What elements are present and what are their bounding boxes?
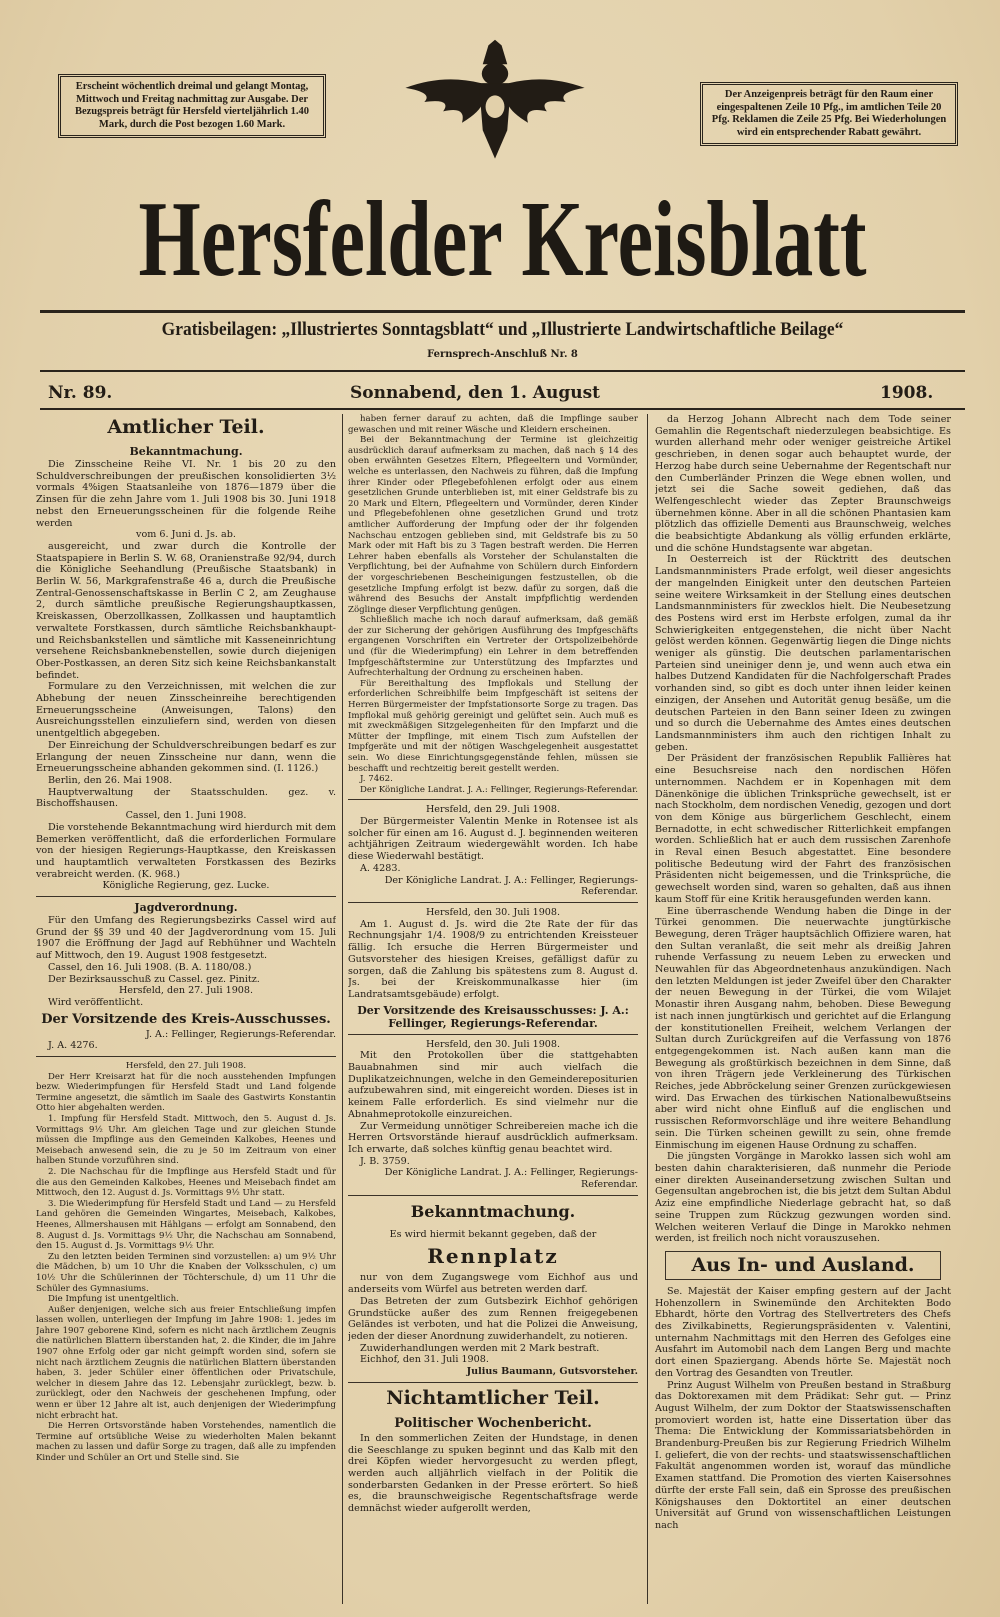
- paragraph: Der Einreichung der Schuldverschreibungen bedarf es zur Erlangung der neuen Zinsscheine nur dann, wenn die Erneuerungsscheine abhanden gekommen sind. (I. 1126.): [36, 739, 336, 775]
- ad-headline: Rennplatz: [427, 1244, 559, 1269]
- paragraph: Hersfeld, den 27. Juli 1908.: [118, 985, 254, 997]
- paragraph: Eichhof, den 31. Juli 1908.: [360, 1354, 489, 1366]
- paragraph: J. B. 3759.: [360, 1155, 410, 1167]
- paragraph: Es wird hiermit bekannt gegeben, daß der: [389, 1228, 597, 1240]
- paragraph: Die Zinsscheine Reihe VI. Nr. 1 bis 20 zu den Schuldverschreibungen der preußischen konsolidierten 3½ vormals 4%igen Staatsanleihe von 1876—1879 über die Zinsen für die zehn Jahre vom 1. Juli 1908 bis 30. Juni 1918 nebst den Erneuerungsscheinen für die folgende Reihe werden: [36, 459, 336, 529]
- ad-title: Bekanntmachung.: [410, 1201, 576, 1221]
- divider: [40, 310, 965, 313]
- signature: Der Vorsitzende des Kreis-Ausschusses.: [41, 1011, 331, 1027]
- paragraph: Der Bürgermeister Valentin Menke in Rotensee ist als solcher für einen am 16. August d. J. beginnenden weiteren achtjährigen Zeitraum wiedergewählt worden. Ich habe diese Wiederwahl bestätigt.: [348, 816, 638, 863]
- paragraph: Hauptverwaltung der Staatsschulden. gez. v. Bischoffshausen.: [36, 786, 336, 810]
- divider: [348, 1195, 638, 1196]
- column-divider: [342, 414, 343, 1604]
- paragraph: 2. Die Nachschau für die Impflinge aus Hersfeld Stadt und für die aus den Gemeinden Kalkobes, Heenes und Meisebach findet am Mittwoch, den 12. August d. Js. Vormittags 9½ Uhr statt.: [36, 1166, 336, 1199]
- paragraph: Für Bereithaltung des Impflokals und Stellung der erforderlichen Schreibhilfe beim Impfgeschäft ist seitens der Herren Bürgermeister der Impfstationsorte Sorge zu tragen. Das Impflokal muß gehörig gereinigt und gelüftet sein. Auch muß es mit zweckmäßigen Sitzgelegenheiten für den Impfarzt und die Mütter der Impflinge, mit einem Tisch zum Aufstellen der Impfgeräte und mit der nötigen Waschgelegenheit ausgestattet sein. Wo diese Einrichtungsgegenstände fehlen, müssen sie beschafft und rechtzeitig bereit gestellt werden.: [348, 678, 638, 774]
- paragraph: Julius Baumann, Gutsvorsteher.: [466, 1366, 638, 1378]
- paragraph: ausgereicht, und zwar durch die Kontrolle der Staatspapiere in Berlin S. W. 68, Oranienstraße 92/94, durch die Königliche Seehandlung (Preußische Staatsbank) in Berlin W. 56, Markgrafenstraße 46 a, durch die Preußische Zentral-Genossenschaftskasse in Berlin C 2, am Zeughause 2, durch sämtliche preußische Regierungshauptkassen, Kreiskassen, Oberzollkassen, Zollkassen und hauptamtlich verwaltete Forstkassen, durch sämtliche Reichsbankhaupt- und Reichsbankstellen und sämtliche mit Kasseneinrichtung versehene Reichsbanknebenstellen, sowie durch diejenigen Ober-Postkassen, an deren Sitz sich keine Reichsbankanstalt befindet.: [36, 540, 336, 681]
- column-divider: [647, 414, 648, 1604]
- paragraph: Außer denjenigen, welche sich aus freier Entschließung impfen lassen wollen, unterliegen der Impfung im Jahre 1908: 1. jedes im Jahre 1907 geborene Kind, sofern es nicht nach ärztlichem Zeugnis die natürlichen Blattern überstanden hat, 2. die Kinder, die im Jahre 1907 ohne Erfolg oder gar nicht geimpft worden sind, sofern sie nicht nach ärztlichem Zeugnis die natürlichen Blattern überstanden haben, 3. jeder Schüler einer öffentlichen oder Privatschule, welcher in diesem Jahre das 12. Lebensjahr zurücklegt, bezw. b. zurücklegt, oder den Nachweis der geschehenen Impfung, oder wenn er über 12 Jahre alt ist, auch denjenigen der Wiederimpfung nicht erbracht hat.: [36, 1304, 336, 1421]
- paragraph: Am 1. August d. Js. wird die 2te Rate der für das Rechnungsjahr 1/4. 1908/9 zu entrichtenden Kreissteuer fällig. Ich ersuche die Herren Bürgermeister und Gutsvorsteher des hiesigen Kreises, gefälligst dafür zu sorgen, daß die Zahlung bis spätestens zum 8. August d. Js. bei der Kreiskommunalkasse hier (im Landratsamtsgebäude) erfolgt.: [348, 918, 638, 1000]
- divider: [40, 370, 965, 372]
- paragraph: Die Herren Ortsvorstände haben Vorstehendes, namentlich die Termine auf ortsübliche Weise zu wiederholten Malen bekannt machen zu lassen und dafür Sorge zu tragen, daß alle zu impfenden Kinder und Schüler an Ort und Stelle sind. Sie: [36, 1421, 336, 1464]
- paragraph: Hersfeld, den 30. Juli 1908.: [425, 907, 561, 918]
- paragraph: Hersfeld, den 27. Juli 1908.: [125, 1061, 247, 1072]
- paragraph: Schließlich mache ich noch darauf aufmerksam, daß gemäß der zur Sicherung der gehörigen Ausführung des Impfgeschäfts ergangenen Vorschriften ein Vertreter der Ortspolizeibehörde und (für die Wiederimpfung) ein Lehrer in dem betreffenden Impfgeschäftstermine zur Unterstützung des Impfarztes und Aufrechterhaltung der Ordnung zu erscheinen haben.: [348, 615, 638, 679]
- paragraph: Zuwiderhandlungen werden mit 2 Mark bestraft.: [360, 1342, 600, 1354]
- paragraph: Die Impfung ist unentgeltlich.: [48, 1294, 179, 1305]
- paragraph: Bei der Bekanntmachung der Termine ist gleichzeitig ausdrücklich darauf aufmerksam zu machen, daß nach § 14 des oben erwähnten Gesetzes Eltern, Pflegeeltern und Vormünder, welche es unterlassen, den Nachweis zu führen, daß die Impfung ihrer Kinder oder Pflegebefohlenen erfolgt oder aus einem gesetzlichen Grunde unterblieben ist, mit einer Geldstrafe bis zu 20 Mark und Eltern, Pflegeeltern und Vormünder, deren Kinder und Pflegebefohlenen ohne gesetzlichen Grund und trotz amtlicher Aufforderung der Impfung oder der ihr folgenden Nachschau entzogen geblieben sind, mit Geldstrafe bis zu 50 Mark oder mit Haft bis zu 3 Tagen bestraft werden. Die Herren Lehrer haben ebenfalls als Vorsteher der Schulanstalten die Verpflichtung, bei der Aufnahme von Schülern durch Einfordern der vorgeschriebenen Bescheinigungen festzustellen, ob die gesetzliche Impfung erfolgt ist bezw. dafür zu sorgen, daß die während des Besuchs der Anstalt impfpflichtig werdenden Zöglinge dieser Verpflichtung genügen.: [348, 435, 638, 615]
- divider: [40, 408, 965, 410]
- paragraph: Mit den Protokollen über die stattgehabten Bauabnahmen sind mir auch vielfach die Duplikatzeichnungen, welche in den Gemeinderepositurien aufzubewahren sind, mit eingereicht worden. Dieses ist in keinem Falle erforderlich. Es sind vielmehr nur die Abnahmeprotokolle einzureichen.: [348, 1050, 638, 1120]
- divider: [348, 1034, 638, 1035]
- paragraph: Der Königliche Landrat. J. A.: Fellinger, Regierungs-Referendar.: [384, 1167, 638, 1191]
- section-heading: Nichtamtlicher Teil.: [386, 1386, 600, 1409]
- paragraph: Für den Umfang des Regierungsbezirks Cassel wird auf Grund der §§ 39 und 40 der Jagdverordnung vom 15. Juli 1907 die Eröffnung der Jagd auf Rebhühner und Wachteln auf Mittwoch, den 19. August 1908 festgesetzt.: [36, 915, 336, 962]
- divider: [36, 1056, 336, 1057]
- paragraph: Prinz August Wilhelm von Preußen bestand in Straßburg das Doktorexamen mit dem Prädikat: Sehr gut. — Prinz August Wilhelm, der zum Doktor der Staatswissenschaften promoviert worden ist, hatte eine Dissertation über das Thema: Die Entwicklung der Kommissariatsbehörden in Brandenburg-Preußen bis zur Regierung Friedrich Wilhelm I. geliefert, die von der rechts- und staatswissenschaftlichen Fakultät angenommen worden ist, worauf das mündliche Examen stattfand. Die Promotion des vierten Kaisersohnes dürfte der erste Fall sein, daß ein Sprosse des preußischen Königshauses den Doktortitel an einer deutschen Universität auf Grund von wissenschaftlichen Leistungen nach: [655, 1379, 951, 1531]
- paragraph: Cassel, den 1. Juni 1908.: [125, 810, 247, 822]
- paragraph: 3. Die Wiederimpfung für Hersfeld Stadt und Land — zu Hersfeld Land gehören die Gemeinden Wingartes, Meisebach, Kalkobes, Heenes, Allmershausen mit Hählgans — erfolgt am Sonnabend, den 8. August d. Js. Vormittags 9½ Uhr, die Nachschau am Sonnabend, den 15. August d. Js. Vormittags 9½ Uhr.: [36, 1198, 336, 1252]
- paragraph: Wird veröffentlicht.: [48, 996, 144, 1008]
- paragraph: J. 7462.: [360, 774, 393, 785]
- paragraph: Formulare zu den Verzeichnissen, mit welchen die zur Abhebung der neuen Zinsscheinreihe berechtigenden Erneuerungsscheine (Anweisungen, Talons) den Ausreichungsstellen einzuliefern sind, werden von diesen unentgeltlich abgegeben.: [36, 681, 336, 740]
- paragraph: Eine überraschende Wendung haben die Dinge in der Türkei genommen. Die neuerwachte jungtürkische Bewegung, deren Träger hauptsächlich Offiziere waren, hat den Sultan veranlaßt, die seit mehr als dreißig Jahren ruhende Verfassung zu neuem Leben zu erwecken und Neuwahlen für das Abgeordnetenhaus anzukündigen. Nach den letzten Meldungen ist jeder Zweifel über den Charakter der neuen Bewegung in der Türkei, die vom Wilajet Monastir ihren Ausgang nahm, behoben. Diese Bewegung ist nach innen jungtürkisch und gerichtet auf die Erlangung der konstitutionellen Freiheit, welchem Verlangen der Sultan durch Zurückgreifen auf die Verfassung von 1876 entgegengekommen ist. Nach außen kann man die Bewegung als großtürkisch bezeichnen in dem Sinne, daß von ihren Trägern jede Verkleinerung des Türkischen Reiches, jede Abbröckelung seiner Grenzen zurückgewiesen wird. Das Erwachen des türkischen Nationalbewußtseins aber wird nicht ohne Einfluß auf die englischen und russischen Reformvorschläge und ihre weitere Behandlung sein. Die Türken scheinen gewillt zu sein, ohne fremde Einmischung im eigenen Hause Ordnung zu schaffen.: [655, 905, 951, 1151]
- phone-line: Fernsprech-Anschluß Nr. 8: [427, 349, 578, 360]
- column-1: [36, 414, 336, 1609]
- paragraph: Cassel, den 16. Juli 1908. (B. A. 1180/08.): [48, 961, 252, 973]
- paragraph: J. A.: Fellinger, Regierungs-Referendar.: [145, 1028, 336, 1040]
- column-2: [348, 414, 638, 1609]
- paragraph: Hersfeld, den 29. Juli 1908.: [425, 804, 561, 816]
- signature: Der Vorsitzende des Kreisausschusses: J. A.: Fellinger, Regierungs-Referendar.: [357, 1003, 629, 1030]
- issue-date: Sonnabend, den 1. August: [350, 383, 601, 403]
- issue-year: 1908.: [880, 383, 934, 403]
- supplements-line: Gratisbeilagen: „Illustriertes Sonntagsblatt“ und „Illustrierte Landwirtschaftliche Beilage“: [161, 319, 844, 340]
- paragraph: Der Königliche Landrat. J. A.: Fellinger, Regierungs-Referendar.: [384, 874, 638, 898]
- paragraph: Der Präsident der französischen Republik Fallières hat eine Besuchsreise nach den nordischen Höfen unternommen. Nachdem er in Kopenhagen mit dem Dänenkönige die üblichen Trinksprüche gewechselt, ist er nach Stockholm, dem nordischen Venedig, gezogen und dort von dem Könige aus bürgerlichem Geschlecht, einem Bernadotte, in echt schwedischer Ritterlichkeit empfangen worden. Schließlich hat er auch dem russischen Zarenhofe in Reval einen Besuch abgestattet. Eine besondere politische Bedeutung wird der Fahrt des französischen Präsidenten nicht beigemessen, und die Trinksprüche, die gewechselt worden sind, waren so gehalten, daß aus ihnen kaum Stoff für eine Kritik herausgefunden werden kann.: [655, 753, 951, 905]
- section-heading: Amtlicher Teil.: [107, 416, 265, 438]
- paragraph: A. 4283.: [360, 862, 401, 874]
- paragraph: Zur Vermeidung unnötiger Schreibereien mache ich die Herren Ortsvorstände hierauf ausdrücklich aufmerksam. Ich erwarte, daß solches künftig genau beachtet wird.: [348, 1120, 638, 1155]
- paragraph: da Herzog Johann Albrecht nach dem Tode seiner Gemahlin die Regentschaft niederzulegen beabsichtige. Es wurden allerhand mehr oder weniger geistreiche Artikel geschrieben, in denen sogar auch behauptet wurde, der Herzog habe durch seine Uebernahme der Regentschaft nur den Cumberländer Prinzen die Wege ebnen wollen, und jetzt sei die Sache soweit gediehen, daß das Welfengeschlecht wieder das Zepter Braunschweigs übernehmen könne. Aber in all die schönen Phantasien kam plötzlich das offizielle Dementi aus Braunschweig, welches die beabsichtigte Abdankung als völlig erfunden erklärte, und die schöne Hundstagsente war abgetan.: [655, 414, 951, 554]
- divider: [36, 896, 336, 897]
- advertising-price-box: Der Anzeigenpreis beträgt für den Raum einer eingespaltenen Zeile 10 Pfg., im amtlichen Teile 20 Pfg. Reklamen die Zeile 25 Pfg. Bei Wiederholungen wird ein entsprechender Rabatt gewährt.: [700, 82, 958, 146]
- eagle-crest-icon: [390, 36, 600, 168]
- paragraph: Die vorstehende Bekanntmachung wird hierdurch mit dem Bemerken veröffentlicht, daß die erforderlichen Formulare von der hiesigen Regierungs-Hauptkasse, den Kreiskassen und hauptamtlich verwalteten Forstkassen des Bezirks verabreicht werden. (K. 968.): [36, 821, 336, 880]
- paragraph: Hersfeld, den 30. Juli 1908.: [425, 1038, 561, 1050]
- paragraph: Der Herr Kreisarzt hat für die noch ausstehenden Impfungen bezw. Wiederimpfungen für Hersfeld Stadt und Land folgende Termine angesetzt, die sämtlich im Saale des Gastwirts Konstantin Otto hier abgehalten werden.: [36, 1071, 336, 1114]
- issue-number: Nr. 89.: [48, 383, 113, 403]
- paragraph: In Oesterreich ist der Rücktritt des deutschen Landsmannministers Prade erfolgt, weil dieser angesichts der mangelnden Einigkeit unter den deutschen Parteien seine weitere Wirksamkeit in der Stellung eines deutschen Landsmannministers für zwecklos hielt. Die Neubesetzung des Postens wird erst im Herbste erfolgen, zumal da ihr Schwierigkeiten entgegenstehen, die nicht über Nacht gelöst werden können. Gegenwärtig liegen die Dinge nichts weniger als günstig. Die deutschen parlamentarischen Parteien sind uneiniger denn je, und wenn auch etwa ein halbes Dutzend Kandidaten für die Nachfolgerschaft Prades vorhanden sind, so gibt es doch unter ihnen leider keinen einzigen, der Ansehen und Autorität genug besäße, um die deutschen Parteien in den Bann seiner Ideen zu zwingen und so durch die Uebernahme des Amtes eines deutschen Landsmannministers ihm auch den richtigen Inhalt zu geben.: [655, 554, 951, 753]
- paragraph: J. A. 4276.: [48, 1040, 98, 1052]
- paragraph: 1. Impfung für Hersfeld Stadt. Mittwoch, den 5. August d. Js. Vormittags 9½ Uhr. Am gleichen Tage und zur gleichen Stunde müssen die Impflinge aus den Gemeinden Kalkobes, Heenes und Meisebach anwesend sein, die zu je 50 im Zeitraum von einer halben Stunde vorzuführen sind.: [36, 1114, 336, 1167]
- paragraph: haben ferner darauf zu achten, daß die Impflinge sauber gewaschen und mit reiner Wäsche und Kleidern erscheinen.: [348, 414, 638, 435]
- article-title: Jagdverordnung.: [134, 901, 238, 915]
- section-heading: Aus In- und Ausland.: [691, 1253, 915, 1276]
- divider: [348, 799, 638, 800]
- newspaper-title: Hersfelder Kreisblatt: [138, 180, 867, 300]
- paragraph: Berlin, den 26. Mai 1908.: [48, 774, 173, 786]
- paragraph: vom 6. Juni d. Js. ab.: [136, 529, 236, 541]
- paragraph: Die jüngsten Vorgänge in Marokko lassen sich wohl am besten dahin charakterisieren, daß nunmehr die Periode einer direkten Auseinandersetzung zwischen Sultan und Gegensultan angebrochen ist, die bis jetzt dem Sultan Abdul Aziz eine empfindliche Niederlage gebracht hat, so daß seine Truppen zum Rückzug gezwungen worden sind. Welchen weiteren Verlauf die Dinge in Marokko nehmen werden, ist freilich noch nicht vorauszusehen.: [655, 1151, 951, 1245]
- column-3: [655, 414, 951, 1609]
- paragraph: Das Betreten der zum Gutsbezirk Eichhof gehörigen Grundstücke außer des zum Rennen freigegebenen Geländes ist verboten, und hat die Polizei die Anweisung, jeden der dieser Anordnung zuwiderhandelt, zu notieren.: [348, 1295, 638, 1342]
- article-title: Bekanntmachung.: [129, 445, 243, 458]
- subscription-info-box: Erscheint wöchentlich dreimal und gelangt Montag, Mittwoch und Freitag nachmittag zur Ausgabe. Der Bezugspreis beträgt für Hersfeld vierteljährlich 1.40 Mark, durch die Post bezogen 1.60 Mark.: [58, 74, 326, 138]
- article-title: Politischer Wochenbericht.: [394, 1415, 592, 1431]
- paragraph: Königliche Regierung, gez. Lucke.: [102, 880, 270, 892]
- paragraph: Se. Majestät der Kaiser empfing gestern auf der Jacht Hohenzollern in Swinemünde den Architekten Bodo Ebhardt, hörte den Vortrag des Stellvertreters des Chefs des Zivilkabinetts, Regierungspräsidenten v. Valentini, unternahm Nachmittags mit den Herren des Gefolges eine Ausfahrt im Automobil nach dem Langen Berg und machte dort einen Spaziergang. Abends hörte Se. Majestät noch den Vortrag des Gesandten von Treutler.: [655, 1285, 951, 1379]
- paragraph: Der Bezirksausschuß zu Cassel. gez. Pinitz.: [48, 973, 260, 985]
- paragraph: nur von dem Zugangswege vom Eichhof aus und anderseits vom Würfel aus betreten werden darf.: [348, 1272, 638, 1296]
- paragraph: Der Königliche Landrat. J. A.: Fellinger, Regierungs-Referendar.: [360, 784, 638, 795]
- paragraph: In den sommerlichen Zeiten der Hundstage, in denen die Seeschlange zu spuken beginnt und das Kalb mit den drei Köpfen wieder hervorgesucht zu werden pflegt, werden auch alljährlich vielfach in der Politik die sonderbarsten Gedanken in der Presse erörtert. So hieß es, die braunschweigische Regentschaftsfrage werde demnächst wieder aufgerollt werden,: [348, 1432, 638, 1515]
- paragraph: Zu den letzten beiden Terminen sind vorzustellen: a) um 9½ Uhr die Mädchen, b) um 10 Uhr die Knaben der Volksschulen, c) um 10½ Uhr die Schülerinnen der Töchterschule, d) um 11 Uhr die Schüler des Gymnasiums.: [36, 1251, 336, 1294]
- divider: [348, 1382, 638, 1383]
- divider: [348, 902, 638, 903]
